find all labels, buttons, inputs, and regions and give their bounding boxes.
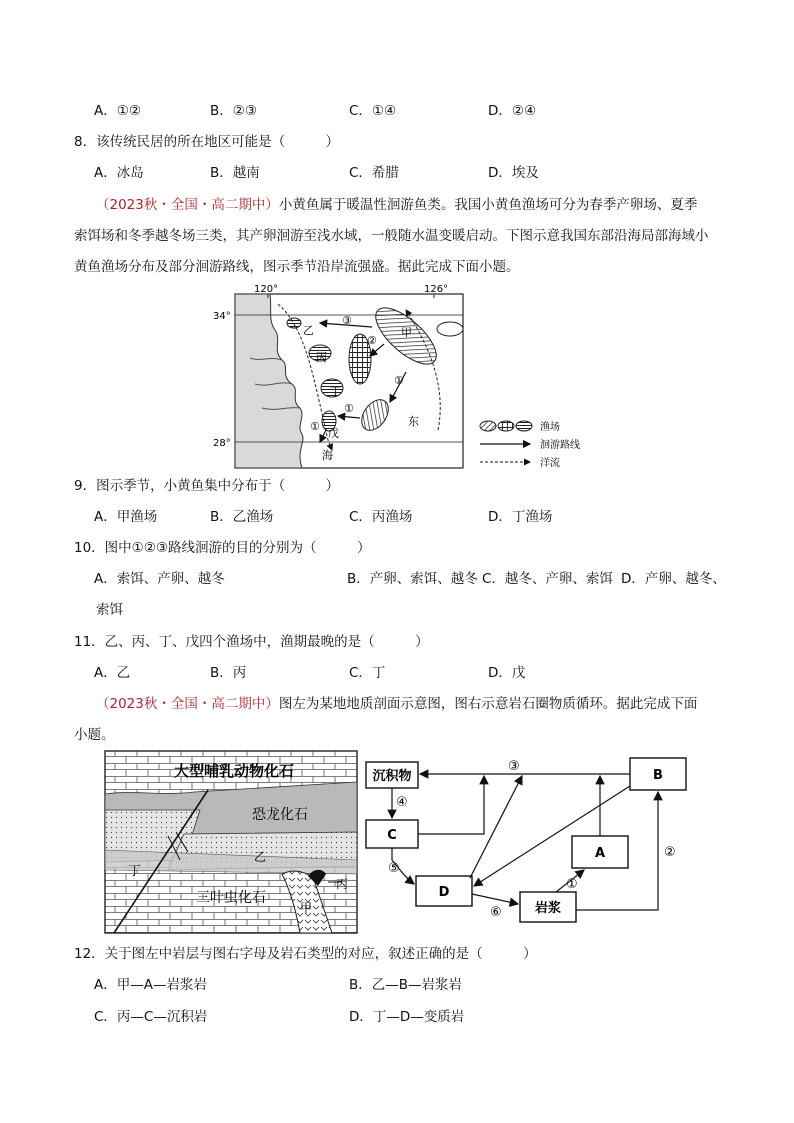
c-label: C: [387, 828, 397, 843]
sea-label-east: 东: [408, 415, 419, 428]
q9-option-c: C．丙渔场: [349, 509, 413, 525]
sediment-label: 沉积物: [372, 769, 412, 784]
q7-option-c: C．①④: [349, 103, 397, 119]
q8-stem: 8．该传统民居的所在地区可能是（ ）: [74, 134, 340, 150]
label-yi: 乙: [303, 324, 314, 337]
a-label: A: [594, 846, 606, 861]
route-label-2: ②: [367, 334, 377, 347]
jia-label: 甲: [300, 901, 313, 915]
fishery-yi: [287, 318, 301, 328]
q7-option-b: B．②③: [210, 103, 257, 119]
arrow-c-to-sediment: [418, 776, 484, 834]
legend-fishery-label: 渔场: [540, 422, 560, 433]
q11-option-d: D．戊: [488, 665, 526, 681]
legend-fishery-2: [498, 421, 514, 431]
trilobite-fossil-label: 三叶虫化石: [196, 890, 266, 906]
lat-34-label: 34°: [213, 311, 231, 322]
num-4: ④: [396, 795, 408, 810]
group1-intro-line3: 黄鱼渔场分布及部分洄游路线，图示季节沿岸流强盛。据此完成下面小题。: [74, 259, 520, 275]
num-5: ⑤: [388, 861, 400, 876]
q10-option-b: B．产卵、索饵、越冬: [347, 571, 478, 587]
q10-option-d-wrap: 索饵: [96, 602, 123, 618]
label-bing: 丙: [316, 351, 327, 364]
q7-option-d: D．②④: [488, 103, 537, 119]
magma-label: 岩浆: [534, 901, 562, 916]
q11-stem: 11．乙、丙、丁、戊四个渔场中，渔期最晚的是（ ）: [74, 634, 429, 650]
q10-option-a: A．索饵、产卵、越冬: [94, 571, 225, 587]
q8-option-a: A．冰岛: [94, 165, 144, 181]
q12-option-c: C．丙—C—沉积岩: [94, 1009, 208, 1025]
q10-option-c: C．越冬、产卵、索饵: [482, 571, 613, 587]
group1-intro-line1: （2023秋・全国・高二期中）小黄鱼属于暖温性洄游鱼类。我国小黄鱼渔场可分为春季产卵场、夏季: [96, 197, 698, 213]
bing-label: 丙: [336, 877, 349, 891]
sea-label-sea: 海: [322, 449, 333, 462]
q8-option-b: B．越南: [210, 165, 260, 181]
d-label: D: [438, 885, 450, 900]
arrow-6: [472, 894, 518, 904]
num-1: ①: [566, 877, 578, 892]
ding-layer-label: 丁: [128, 864, 142, 879]
q9-option-d: D．丁渔场: [488, 509, 553, 525]
q9-option-a: A．甲渔场: [94, 509, 158, 525]
arrow-d-to-sediment: [470, 776, 522, 878]
lon-126-label: 126°: [424, 284, 449, 295]
q12-option-b: B．乙—B—岩浆岩: [349, 977, 463, 993]
q9-stem: 9．图示季节，小黄鱼集中分布于（ ）: [74, 478, 340, 494]
legend-route-label: 洄游路线: [540, 440, 580, 451]
lat-28-label: 28°: [213, 438, 231, 449]
group2-intro-line1: （2023秋・全国・高二期中）图左为某地地质剖面示意图，图右示意岩石圈物质循环。据此完成下面: [96, 696, 698, 712]
island: [437, 322, 463, 336]
route-label-3: ③: [342, 314, 352, 327]
legend-fishery-1: [480, 421, 496, 431]
q12-option-d: D．丁—D—变质岩: [349, 1009, 465, 1025]
yi-layer-label: 乙: [254, 850, 267, 864]
rock-cycle-diagram: [360, 752, 690, 932]
q8-option-c: C．希腊: [349, 165, 399, 181]
dinosaur-fossil-label: 恐龙化石: [252, 807, 308, 823]
group2-intro-line2: 小题。: [74, 727, 115, 743]
label-jia: 甲: [401, 326, 412, 339]
b-label: B: [653, 768, 663, 783]
legend-current-label: 洋流: [540, 458, 560, 469]
fishery-map: [210, 280, 580, 470]
num-6: ⑥: [490, 905, 502, 920]
num-2: ②: [664, 845, 676, 860]
num-3: ③: [508, 759, 520, 774]
q11-option-a: A．乙: [94, 665, 131, 681]
legend-fishery-3: [516, 421, 532, 431]
group1-source: （2023秋・全国・高二期中）: [96, 197, 279, 213]
route-label-1c: ①: [310, 420, 320, 433]
mammal-fossil-label: 大型哺乳动物化石: [174, 762, 295, 780]
lon-120-label: 120°: [254, 284, 279, 295]
q9-option-b: B．乙渔场: [210, 509, 274, 525]
q8-option-d: D．埃及: [488, 165, 539, 181]
route-label-1b: ①: [344, 402, 354, 415]
q12-option-a: A．甲—A—岩浆岩: [94, 977, 207, 993]
group1-intro-line2: 索饵场和冬季越冬场三类，其产卵洄游至浅水域，一般随水温变暖启动。下图示意我国东部沿海局部海域小: [74, 228, 709, 244]
q7-option-a: A．①②: [94, 103, 141, 119]
q10-stem: 10．图中①②③路线洄游的目的分别为（ ）: [74, 540, 371, 556]
label-wu: 戊: [328, 427, 339, 440]
group2-source: （2023秋・全国・高二期中）: [96, 696, 279, 712]
q10-option-d: D．产卵、越冬、: [621, 571, 726, 587]
geologic-profile: [104, 750, 358, 934]
q12-stem: 12．关于图左中岩层与图右字母及岩石类型的对应，叙述正确的是（ ）: [74, 946, 537, 962]
label-ding: 丁: [330, 385, 341, 398]
q11-option-b: B．丙: [210, 665, 247, 681]
route-label-1a: ①: [394, 374, 404, 387]
q11-option-c: C．丁: [349, 665, 386, 681]
